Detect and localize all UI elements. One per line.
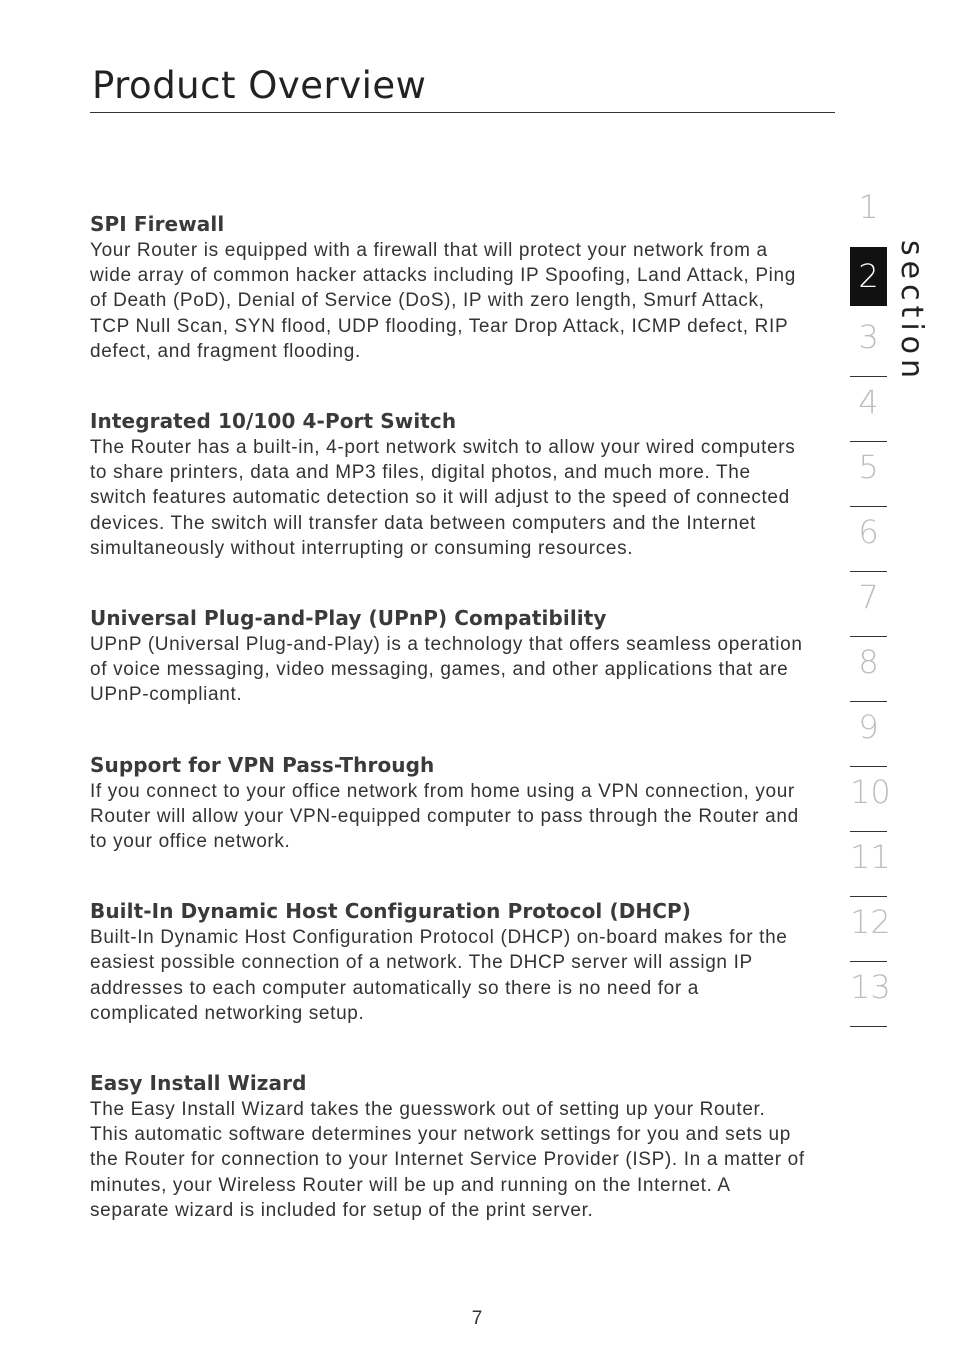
section-nav-item-9[interactable]: 9 xyxy=(850,702,887,767)
section-nav-item-2-active[interactable]: 2 xyxy=(850,247,887,306)
feature-heading: Easy Install Wizard xyxy=(90,1071,307,1096)
section-nav-item-4[interactable]: 4 xyxy=(850,377,887,442)
feature-spi-firewall xyxy=(90,210,805,364)
feature-body: UPnP (Universal Plug-and-Play) is a technology that offers seamless operation of voice messaging, video messaging, games, and other applications that are UPnP-compliant. xyxy=(90,634,803,706)
section-nav-item-11[interactable]: 11 xyxy=(850,832,887,897)
feature-easy-install xyxy=(90,1069,805,1223)
section-nav-item-6[interactable]: 6 xyxy=(850,507,887,572)
section-nav-item-3[interactable]: 3 xyxy=(850,312,887,377)
feature-list xyxy=(90,210,805,1223)
feature-vpn xyxy=(90,751,805,855)
section-nav xyxy=(850,182,891,1027)
feature-heading: Universal Plug-and-Play (UPnP) Compatibility xyxy=(90,606,607,631)
feature-heading: Integrated 10/100 4-Port Switch xyxy=(90,409,457,434)
section-nav-item-13[interactable]: 13 xyxy=(850,962,887,1027)
feature-heading: Support for VPN Pass-Through xyxy=(90,752,435,777)
feature-upnp xyxy=(90,604,805,708)
section-nav-item-8[interactable]: 8 xyxy=(850,637,887,702)
page-title: Product Overview xyxy=(92,64,427,107)
page-number: 7 xyxy=(471,1308,483,1329)
section-nav-item-7[interactable]: 7 xyxy=(850,572,887,637)
feature-body: Built-In Dynamic Host Configuration Protocol (DHCP) on-board makes for the easiest possible connection of a network. The DHCP server will assign IP addresses to each computer automatically so there is no need for a complicated networking setup. xyxy=(90,927,788,1024)
section-nav-item-1[interactable]: 1 xyxy=(858,188,879,226)
feature-heading: Built-In Dynamic Host Configuration Protocol (DHCP) xyxy=(90,899,692,924)
feature-body: If you connect to your office network from home using a VPN connection, your Router will allow your VPN-equipped computer to pass through the Router and to your office network. xyxy=(90,780,799,853)
section-nav-item-10[interactable]: 10 xyxy=(850,767,887,832)
feature-dhcp xyxy=(90,897,805,1026)
feature-body: Your Router is equipped with a firewall that will protect your network from a wide array of common hacker attacks including IP Spoofing, Land Attack, Ping of Death (PoD), Denial of Service (DoS), IP with zero length, Smurf Attack, TCP Null Scan, SYN flood, UDP flooding, Tear Drop Attack, ICMP defect, RIP defect, and fragment flooding. xyxy=(90,240,796,362)
feature-body: The Easy Install Wizard takes the guesswork out of setting up your Router. This automatic software determines your network settings for you and sets up the Router for connection to your Internet Service Provider (ISP). In a matter of minutes, your Wireless Router will be up and running on the Internet. A separate wizard is included for setup of the print server. xyxy=(90,1099,805,1221)
section-nav-item-12[interactable]: 12 xyxy=(850,897,887,962)
section-label: section xyxy=(894,240,929,384)
section-nav-item-5[interactable]: 5 xyxy=(850,442,887,507)
page-header xyxy=(90,62,835,113)
feature-heading: SPI Firewall xyxy=(90,212,225,236)
feature-body: The Router has a built-in, 4-port network switch to allow your wired computers to share printers, data and MP3 files, digital photos, and much more. The switch features automatic detection so it will adjust to the speed of connected devices. The switch will transfer data between computers and the Internet simultaneously without interrupting or consuming resources. xyxy=(90,437,796,559)
feature-switch xyxy=(90,407,805,561)
